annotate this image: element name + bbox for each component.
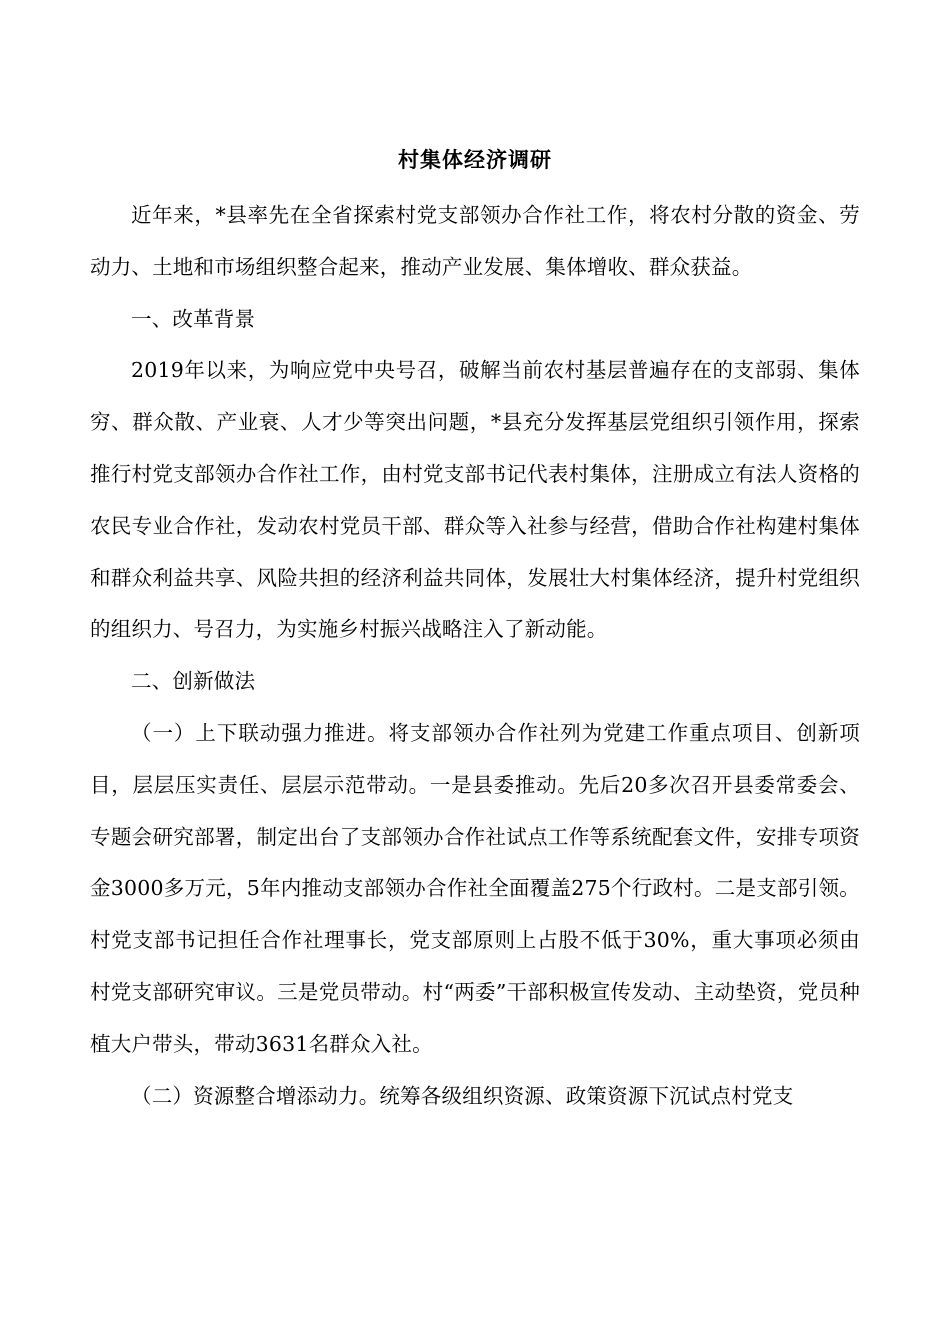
practice-paragraph-2: （二）资源整合增添动力。统筹各级组织资源、政策资源下沉试点村党支 — [131, 1083, 794, 1108]
background-paragraph: 2019年以来，为响应党中央号召，破解当前农村基层普遍存在的支部弱、集体穷、群众散、产业衰、人才少等突出问题，*县充分发挥基层党组织引领作用，探索推行村党支部领办合作社工作，由村党支部书记代表村集体，注册成立有法人资格的农民专业合作社，发动农村党员干部、群众等入社参与经营，借助合作社构建村集体和群众利益共享、风险共担的经济利益共同体，发展壮大村集体经济，提升村党组织的组织力、号召力，为实施乡村振兴战略注入了新动能。 — [90, 358, 860, 642]
document-body — [90, 190, 860, 1122]
section-heading-practices: 二、创新做法 — [131, 669, 256, 694]
intro-paragraph: 近年来，*县率先在全省探索村党支部领办合作社工作，将农村分散的资金、劳动力、土地和市场组织整合起来，推动产业发展、集体增收、群众获益。 — [90, 203, 860, 279]
section-heading-background: 一、改革背景 — [131, 306, 256, 331]
document-title: 村集体经济调研 — [398, 148, 552, 172]
practice-paragraph-1: （一）上下联动强力推进。将支部领办合作社列为党建工作重点项目、创新项目，层层压实责任、层层示范带动。一是县委推动。先后20多次召开县委常委会、专题会研究部署，制定出台了支部领办合作社试点工作等系统配套文件，安排专项资金3000多万元，5年内推动支部领办合作社全面覆盖275个行政村。二是支部引领。村党支部书记担任合作社理事长，党支部原则上占股不低于30%，重大事项必须由村党支部研究审议。三是党员带动。村“两委”干部积极宣传发动、主动垫资，党员种植大户带头，带动3631名群众入社。 — [90, 720, 860, 1056]
